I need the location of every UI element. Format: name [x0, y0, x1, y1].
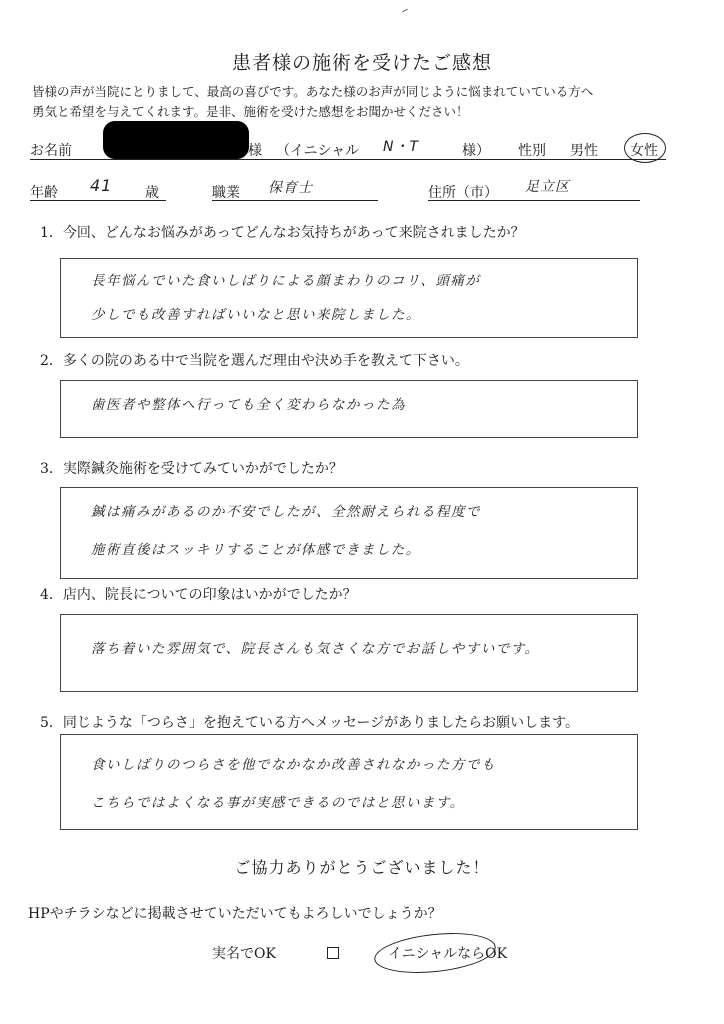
hp-question: HPやチラシなどに掲載させていただいてもよろしいでしょうか？ — [28, 906, 442, 922]
job-value: 保育士 — [268, 180, 313, 196]
answer-4-line-1: 落ち着いた雰囲気で、院長さんも気さくな方でお話しやすいです。 — [91, 641, 540, 657]
answer-1-line-1: 長年悩んでいた食いしばりによる顔まわりのコリ、頭痛が — [91, 273, 481, 289]
redacted-name — [103, 121, 249, 159]
age-label: 年齢 — [30, 185, 58, 201]
gender-female-option[interactable]: 女性 — [630, 143, 658, 159]
consent-initial-selected-circle — [372, 928, 497, 979]
answer-2-line-1: 歯医者や整体へ行っても全く変わらなかった為 — [91, 397, 406, 413]
answer-3-line-1: 鍼は痛みがあるのか不安でしたが、全然耐えられる程度で — [91, 504, 481, 520]
address-underline — [428, 200, 640, 201]
question-2: 2．多くの院のある中で当院を選んだ理由や決め手を教えて下さい。 — [40, 353, 469, 369]
answer-box-1 — [60, 258, 638, 338]
job-underline — [212, 200, 378, 201]
question-1: 1．今回、どんなお悩みがあってどんなお気持ちがあって来院されましたか？ — [40, 225, 525, 241]
answer-box-5 — [60, 734, 638, 830]
job-label: 職業 — [212, 185, 240, 201]
answer-box-4 — [60, 614, 638, 692]
corner-mark — [402, 9, 408, 13]
thanks-message: ご協力ありがとうございました！ — [234, 858, 490, 877]
intro-line-1: 皆様の声が当院にとりまして、最高の喜びです。あなた様のお声が同じように悩まれていている方へ — [32, 84, 594, 99]
answer-box-2 — [60, 380, 638, 438]
question-3: 3．実際鍼灸施術を受けてみていかがでしたか？ — [40, 461, 343, 477]
consent-initial[interactable]: イニシャルならOK — [388, 946, 508, 962]
consent-real-name-checkbox[interactable] — [327, 947, 339, 959]
row1-underline — [30, 159, 666, 160]
age-value: 41 — [90, 176, 113, 195]
consent-real-name[interactable]: 実名でOK — [212, 946, 276, 962]
address-label: 住所（市） — [428, 185, 498, 201]
question-4: 4．店内、院長についての印象はいかがでしたか？ — [40, 587, 357, 603]
intro-line-2: 勇気と希望を与えてくれます。是非、施術を受けた感想をお聞かせください！ — [32, 104, 469, 119]
initial-label: （イニシャル — [276, 143, 360, 159]
sama-label: 様 — [248, 143, 262, 159]
address-value: 足立区 — [525, 179, 570, 195]
answer-3-line-2: 施術直後はスッキリすることが体感できました。 — [91, 542, 421, 558]
question-5: 5．同じような「つらさ」を抱えている方へメッセージがありましたらお願いします。 — [40, 715, 579, 731]
gender-male-option[interactable]: 男性 — [570, 143, 598, 159]
initial-close-label: 様） — [462, 143, 490, 159]
answer-box-3 — [60, 487, 638, 579]
answer-5-line-2: こちらではよくなる事が実感できるのではと思います。 — [91, 795, 465, 811]
initial-value: N・T — [383, 139, 420, 155]
gender-label: 性別 — [518, 143, 546, 159]
age-underline — [30, 200, 166, 201]
answer-5-line-1: 食いしばりのつらさを他でなかなか改善されなかった方でも — [91, 757, 496, 773]
name-label: お名前 — [30, 143, 72, 159]
age-unit: 歳 — [145, 185, 159, 201]
answer-1-line-2: 少しでも改善すればいいなと思い来院しました。 — [91, 307, 421, 323]
page-title: 患者様の施術を受けたご感想 — [231, 52, 492, 74]
